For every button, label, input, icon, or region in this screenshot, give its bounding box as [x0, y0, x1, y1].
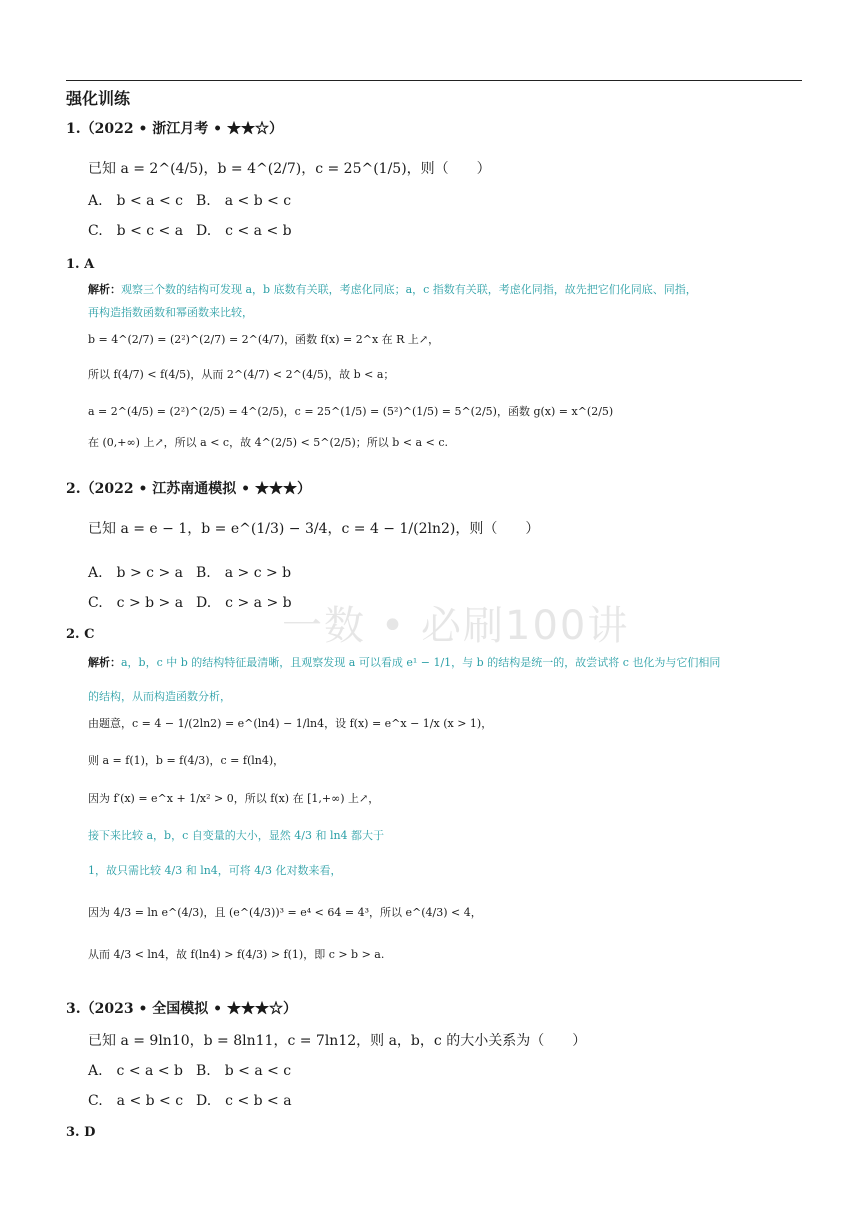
question-3-answer: 3. D	[66, 1125, 96, 1140]
question-1-answer: 1. A	[66, 257, 95, 272]
question-2-option-b: B. a > c > b	[196, 565, 292, 581]
question-2-solution-line: 因为 4/3 = ln e^(4/3)，且 (e^(4/3))³ = e⁴ < 64 = 4³，所以 e^(4/3) < 4，	[88, 906, 482, 919]
question-1-option-d: D. c < a < b	[196, 223, 292, 239]
solution-hint: a，b，c 中 b 的结构特征最清晰，且观察发现 a 可以看成 e¹ − 1/1，与 b 的结构是统一的，故尝试将 c 也化为与它们相同	[121, 656, 721, 669]
question-3-option-b: B. b < a < c	[196, 1063, 292, 1079]
question-2-solution-hint-3: 接下来比较 a，b，c 自变量的大小，显然 4/3 和 ln4 都大于	[88, 829, 385, 842]
question-1-solution-hint-2: 再构造指数函数和幂函数来比较，	[88, 306, 253, 319]
question-2-stem: 已知 a = e − 1，b = e^(1/3) − 3/4，c = 4 − 1/(2ln2)，则（ ）	[88, 521, 540, 537]
question-1-option-c: C. b < c < a	[88, 223, 184, 239]
question-1-option-b: B. a < b < c	[196, 193, 292, 209]
question-2-option-c: C. c > b > a	[88, 595, 184, 611]
question-2-solution-line: 从而 4/3 < ln4，故 f(ln4) > f(4/3) > f(1)，即 c > b > a.	[88, 948, 385, 961]
question-3-heading: 3.（2023 • 全国模拟 • ★★★☆）	[66, 1001, 297, 1017]
header-rule	[66, 80, 802, 81]
question-3-option-c: C. a < b < c	[88, 1093, 184, 1109]
question-2-option-d: D. c > a > b	[196, 595, 292, 611]
question-2-solution-line: 由题意，c = 4 − 1/(2ln2) = e^(ln4) − 1/ln4，设 f(x) = e^x − 1/x (x > 1)，	[88, 717, 493, 730]
question-2-answer: 2. C	[66, 627, 95, 642]
question-1-solution-line: 所以 f(4/7) < f(4/5)，从而 2^(4/7) < 2^(4/5)，故 b < a；	[88, 368, 395, 381]
solution-label: 解析：	[88, 656, 121, 669]
question-2-solution-line: 因为 f′(x) = e^x + 1/x² > 0，所以 f(x) 在 [1,+∞) 上↗，	[88, 792, 380, 805]
question-1-solution-line: 在 (0,+∞) 上↗，所以 a < c，故 4^(2/5) < 5^(2/5)；所以 b < a < c.	[88, 436, 448, 449]
question-1-heading: 1.（2022 • 浙江月考 • ★★☆）	[66, 121, 283, 137]
question-3-option-a: A. c < a < b	[88, 1063, 183, 1079]
watermark: 一数 • 必刷100讲	[282, 603, 630, 649]
question-2-solution-line: 则 a = f(1)，b = f(4/3)，c = f(ln4)，	[88, 754, 285, 767]
question-2-solution-intro	[88, 654, 720, 670]
question-1-option-a: A. b < a < c	[88, 193, 183, 209]
question-1-solution-line: a = 2^(4/5) = (2²)^(2/5) = 4^(2/5)，c = 25^(1/5) = (5²)^(1/5) = 5^(2/5)，函数 g(x) = x^(2/5)	[88, 405, 614, 418]
question-2-heading: 2.（2022 • 江苏南通模拟 • ★★★）	[66, 481, 311, 497]
question-3-stem: 已知 a = 9ln10，b = 8ln11，c = 7ln12，则 a，b，c 的大小关系为（ ）	[88, 1033, 587, 1049]
question-1-solution-line: b = 4^(2/7) = (2²)^(2/7) = 2^(4/7)，函数 f(x) = 2^x 在 R 上↗，	[88, 333, 440, 346]
solution-label: 解析：	[88, 283, 121, 296]
section-title: 强化训练	[66, 89, 131, 108]
question-2-solution-hint-4: 1，故只需比较 4/3 和 ln4，可将 4/3 化对数来看，	[88, 864, 342, 877]
solution-hint: 观察三个数的结构可发现 a，b 底数有关联，考虑化同底；a，c 指数有关联，考虑化同指，故先把它们化同底、同指，	[121, 283, 697, 296]
question-2-option-a: A. b > c > a	[88, 565, 183, 581]
question-1-stem: 已知 a = 2^(4/5)，b = 4^(2/7)，c = 25^(1/5)，则（ ）	[88, 161, 491, 177]
question-2-solution-hint-2: 的结构，从而构造函数分析，	[88, 690, 231, 703]
question-3-option-d: D. c < b < a	[196, 1093, 292, 1109]
question-1-solution-intro	[88, 281, 697, 297]
